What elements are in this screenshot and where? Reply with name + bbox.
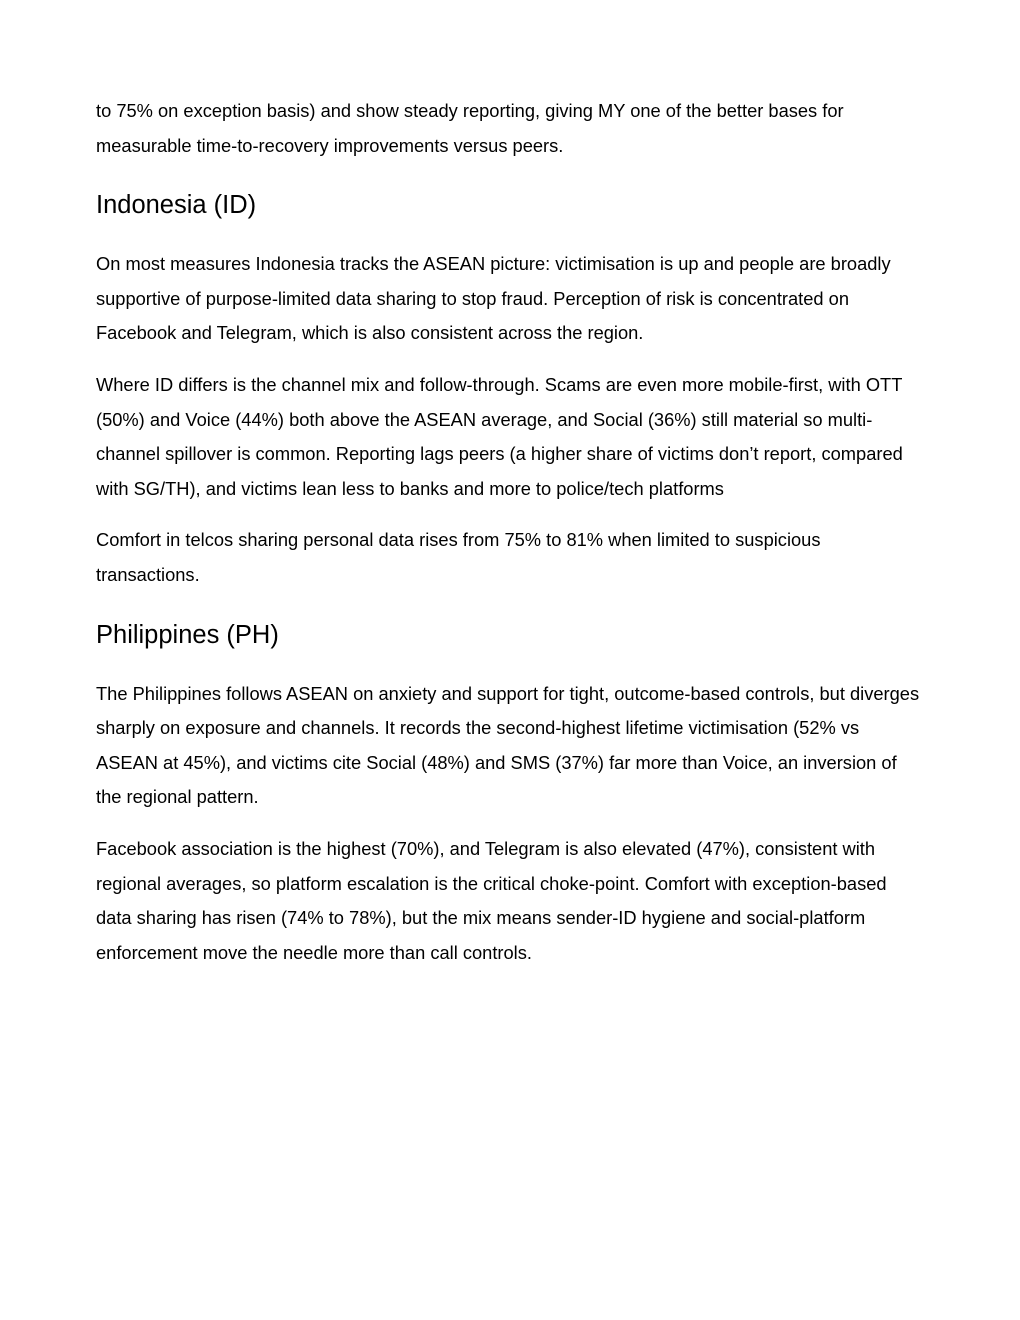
philippines-paragraph-1: The Philippines follows ASEAN on anxiety and support for tight, outcome-based controls, but diverges sharply on exposure and channels. It records the second-highest lifetime victimisation (52% vs ASEAN at 45%), and victims cite Social (48%) and SMS (37%) far more than Voice, an inversion of the regional pattern.: [96, 682, 920, 808]
section-heading-indonesia: Indonesia (ID): [96, 191, 257, 220]
indonesia-paragraph-3: Comfort in telcos sharing personal data rises from 75% to 81% when limited to suspicious transactions.: [96, 529, 821, 585]
intro-paragraph: to 75% on exception basis) and show steady reporting, giving MY one of the better bases for measurable time-to-recovery improvements versus peers.: [96, 100, 844, 156]
document-page: [96, 94, 920, 987]
philippines-paragraph-2: Facebook association is the highest (70%), and Telegram is also elevated (47%), consistent with regional averages, so platform escalation is the critical choke-point. Comfort with exception-based data sharing has risen (74% to 78%), but the mix means sender-ID hygiene and social-platform enforcement move the needle more than call controls.: [96, 837, 887, 963]
section-heading-philippines: Philippines (PH): [96, 620, 279, 649]
indonesia-paragraph-1: On most measures Indonesia tracks the ASEAN picture: victimisation is up and people are broadly supportive of purpose-limited data sharing to stop fraud. Perception of risk is concentrated on Facebook and Telegram, which is also consistent across the region.: [96, 253, 891, 344]
indonesia-paragraph-2: Where ID differs is the channel mix and follow-through. Scams are even more mobile-first, with OTT (50%) and Voice (44%) both above the ASEAN average, and Social (36%) still material so multi-channel spillover is common. Reporting lags peers (a higher share of victims don’t report, compared with SG/TH), and victims lean less to banks and more to police/tech platforms: [96, 373, 903, 499]
